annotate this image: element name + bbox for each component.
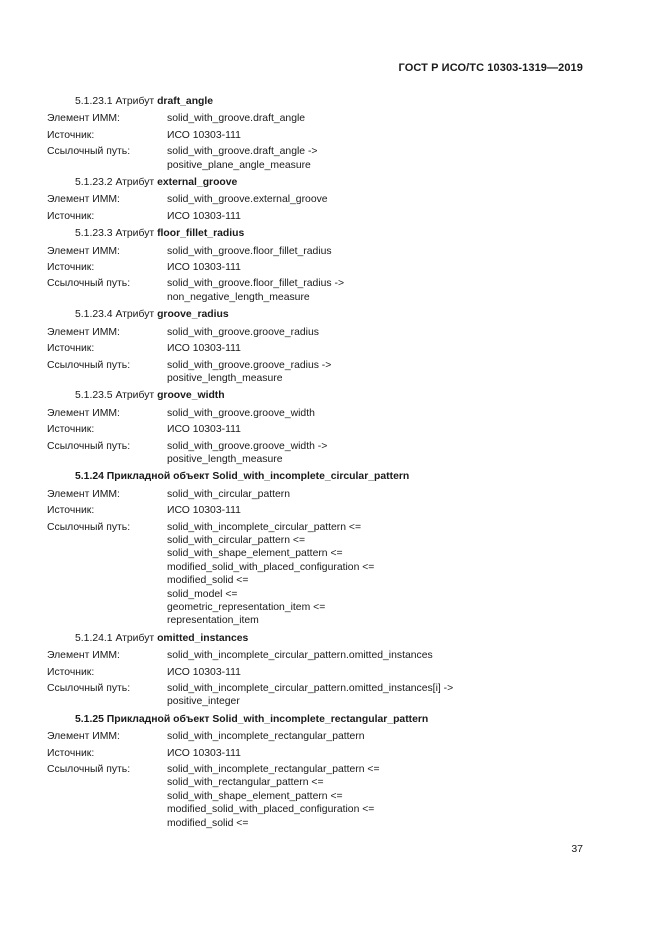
source-value: ИСО 10303-111 [167,424,241,436]
element-label: Элемент ИММ: [47,194,120,206]
heading-number: 5.1.23.2 Атрибут [75,177,158,189]
section-heading-incomplete-circular-pattern: 5.1.24 Прикладной объект Solid_with_incomplete_circular_pattern [75,471,410,483]
ref-path-label: Ссылочный путь: [47,278,131,290]
element-label: Элемент ИММ: [47,326,120,338]
attribute-name: floor_fillet_radius [157,228,245,240]
element-value: solid_with_incomplete_circular_pattern.omitted_instances [167,650,433,662]
source-row [47,129,587,142]
ref-path-label: Ссылочный путь: [47,359,131,371]
source-row [47,210,587,223]
source-label: Источник: [47,424,95,436]
element-value: solid_with_groove.groove_width [167,407,315,419]
ref-path-label: Ссылочный путь: [47,764,131,776]
ref-path-row [47,682,587,709]
element-row [47,326,587,339]
element-label: Элемент ИММ: [47,113,120,125]
heading-number: 5.1.23.4 Атрибут [75,309,158,321]
ref-path-value: solid_with_incomplete_rectangular_pattern <= solid_with_rectangular_pattern <= solid_with_shape_element_pattern <= modified_solid_with_placed_configuration <= modified_solid <= [167,764,380,829]
attribute-heading-draft-angle [47,95,587,108]
element-label: Элемент ИММ: [47,407,120,419]
ref-path-row [47,145,587,172]
source-row [47,666,587,679]
ref-path-row [47,359,587,386]
ref-path-value: solid_with_incomplete_circular_pattern <= solid_with_circular_pattern <= solid_with_shape_element_pattern <= modified_solid_with_placed_configuration <= modified_solid <= solid_model <= geometric_representation_item <= representation_item [167,521,375,627]
source-value: ИСО 10303-111 [167,210,241,222]
element-row [47,193,587,206]
source-value: ИСО 10303-111 [167,747,241,759]
element-row [47,245,587,258]
source-row [47,747,587,760]
element-label: Элемент ИММ: [47,245,120,257]
attribute-name: draft_angle [157,96,214,107]
element-label: Элемент ИММ: [47,731,120,743]
element-label: Элемент ИММ: [47,488,120,500]
attribute-heading-groove-width [47,389,587,402]
ref-path-label: Ссылочный путь: [47,683,131,695]
ref-path-row [47,440,587,467]
document-body [47,91,587,833]
section-heading-incomplete-rectangular-pattern: 5.1.25 Прикладной объект Solid_with_incomplete_rectangular_pattern [75,713,429,725]
ref-path-row [47,763,587,830]
element-row [47,649,587,662]
heading-number: 5.1.24.1 Атрибут [75,632,158,644]
attribute-heading-external-groove [47,176,587,189]
source-value: ИСО 10303-111 [167,343,241,355]
source-value: ИСО 10303-111 [167,505,241,517]
ref-path-label: Ссылочный путь: [47,440,131,452]
element-value: solid_with_groove.floor_fillet_radius [167,245,332,257]
element-value: solid_with_groove.external_groove [167,194,328,206]
element-value: solid_with_groove.draft_angle [167,113,306,125]
source-value: ИСО 10303-111 [167,262,241,274]
source-row [47,342,587,355]
source-row [47,261,587,274]
attribute-name: groove_radius [157,309,229,321]
attribute-name: external_groove [157,177,238,189]
source-label: Источник: [47,666,95,678]
heading-number: 5.1.23.1 Атрибут [75,96,158,107]
element-label: Элемент ИММ: [47,650,120,662]
ref-path-value: solid_with_groove.floor_fillet_radius -> non_negative_length_measure [167,278,345,303]
ref-path-row [47,521,587,628]
source-value: ИСО 10303-111 [167,129,241,141]
ref-path-label: Ссылочный путь: [47,146,131,158]
heading-number: 5.1.23.3 Атрибут [75,228,158,240]
element-row [47,488,587,501]
attribute-name: omitted_instances [157,632,249,644]
source-value: ИСО 10303-111 [167,666,241,678]
attribute-name: groove_width [157,390,225,402]
page-number: 37 [571,843,583,855]
page-header-title: ГОСТ Р ИСО/ТС 10303-1319—2019 [398,62,583,74]
source-label: Источник: [47,210,95,222]
attribute-heading-floor-fillet-radius [47,227,587,240]
element-row [47,407,587,420]
element-value: solid_with_incomplete_rectangular_pattern [167,731,365,743]
source-row [47,504,587,517]
source-label: Источник: [47,505,95,517]
source-label: Источник: [47,262,95,274]
ref-path-value: solid_with_groove.draft_angle -> positive_plane_angle_measure [167,146,318,171]
ref-path-label: Ссылочный путь: [47,521,131,533]
ref-path-value: solid_with_groove.groove_width -> positive_length_measure [167,440,328,465]
source-row [47,423,587,436]
ref-path-row [47,277,587,304]
attribute-heading-groove-radius [47,308,587,321]
source-label: Источник: [47,129,95,141]
ref-path-value: solid_with_groove.groove_radius -> positive_length_measure [167,359,332,384]
attribute-heading-omitted-instances [47,632,587,645]
element-row [47,730,587,743]
element-value: solid_with_circular_pattern [167,488,291,500]
ref-path-value: solid_with_incomplete_circular_pattern.omitted_instances[i] -> positive_integer [167,683,454,708]
heading-number: 5.1.23.5 Атрибут [75,390,158,402]
element-value: solid_with_groove.groove_radius [167,326,319,338]
source-label: Источник: [47,343,95,355]
element-row [47,112,587,125]
source-label: Источник: [47,747,95,759]
